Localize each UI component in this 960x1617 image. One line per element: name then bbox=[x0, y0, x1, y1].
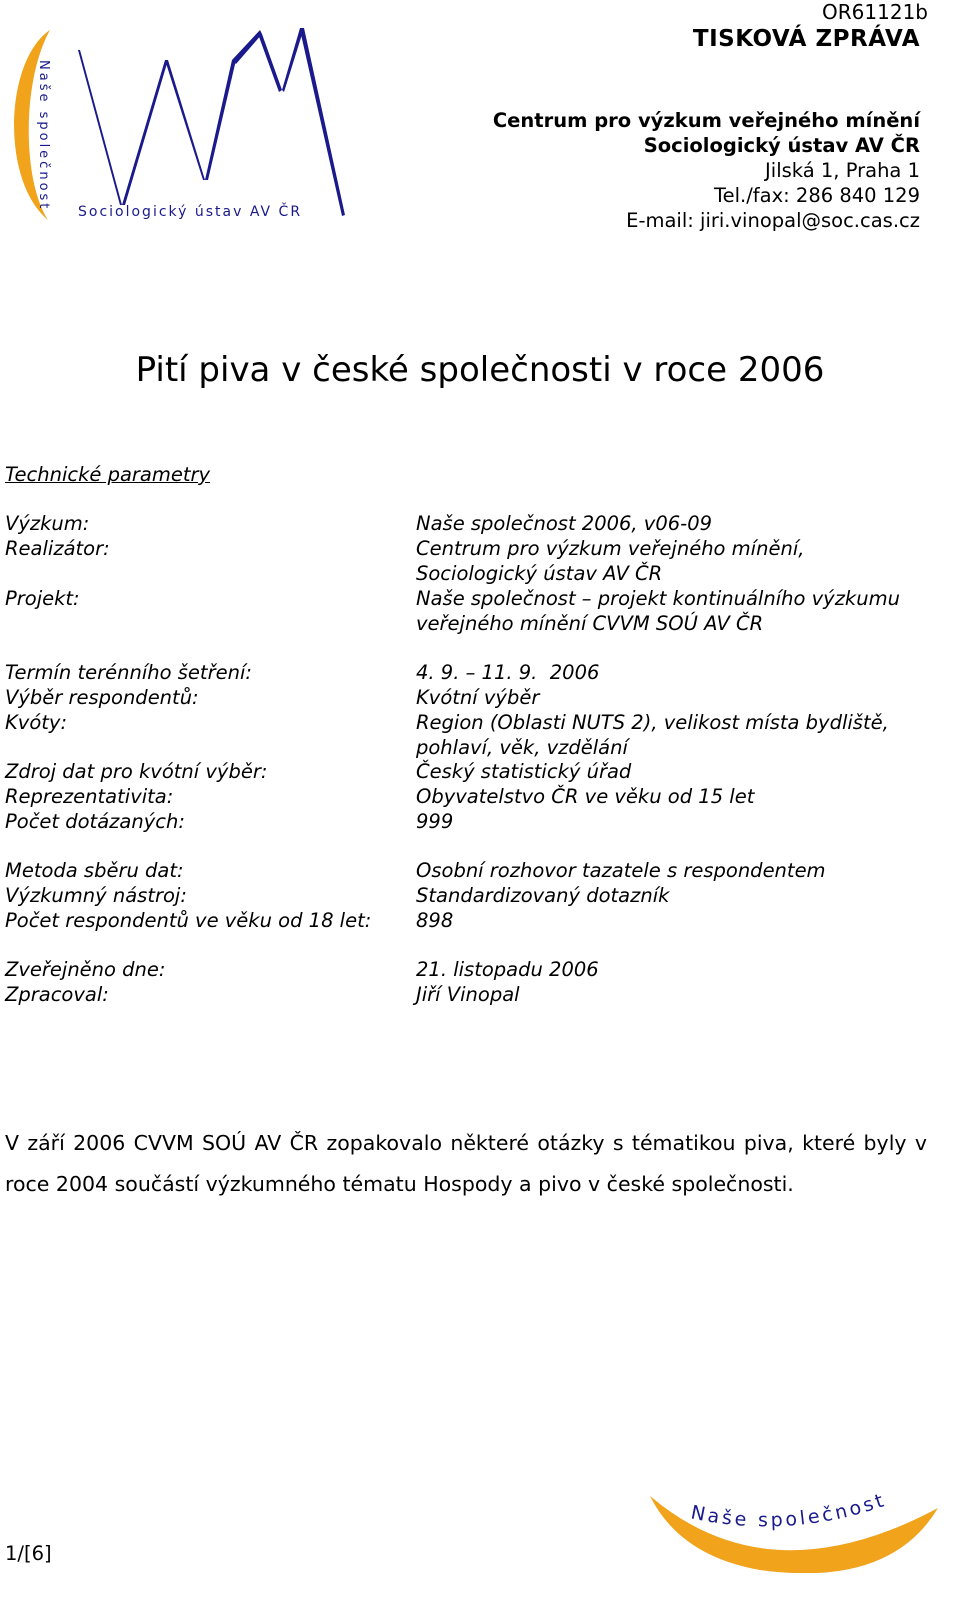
document-type: TISKOVÁ ZPRÁVA bbox=[692, 26, 920, 52]
param-value: Naše společnost 2006, v06-09 bbox=[416, 512, 713, 535]
param-value: 21. listopadu 2006 bbox=[416, 958, 599, 981]
param-value: Obyvatelstvo ČR ve věku od 15 let bbox=[416, 785, 755, 808]
document-code: OR61121b bbox=[822, 0, 928, 24]
param-value-cont: Sociologický ústav AV ČR bbox=[416, 562, 663, 585]
param-label: Výzkumný nástroj: bbox=[5, 884, 187, 907]
param-label: Zveřejněno dne: bbox=[5, 958, 166, 981]
institution-phone: Tel./fax: 286 840 129 bbox=[714, 184, 920, 207]
param-label: Metoda sběru dat: bbox=[5, 859, 184, 882]
param-value: Osobní rozhovor tazatele s respondentem bbox=[416, 859, 826, 882]
institution-email: E-mail: jiri.vinopal@soc.cas.cz bbox=[626, 209, 920, 232]
institution-contact bbox=[493, 108, 920, 233]
param-value: Český statistický úřad bbox=[416, 760, 632, 783]
institution-parent: Sociologický ústav AV ČR bbox=[643, 134, 920, 157]
param-value: Naše společnost – projekt kontinuálního výzkumu bbox=[416, 587, 900, 610]
logo-m bbox=[232, 28, 345, 216]
page-number: 1/[6] bbox=[5, 1542, 52, 1565]
logo-w bbox=[78, 50, 236, 205]
param-value: 999 bbox=[416, 810, 454, 833]
param-label: Počet dotázaných: bbox=[5, 810, 185, 833]
nase-spolecnost-logo bbox=[650, 1478, 940, 1573]
param-value: 898 bbox=[416, 909, 454, 932]
param-label: Termín terénního šetření: bbox=[5, 661, 252, 684]
param-value: 4. 9. – 11. 9. 2006 bbox=[416, 661, 600, 684]
footer-logo-text: Naše společnost bbox=[689, 1488, 890, 1532]
param-label: Realizátor: bbox=[5, 537, 110, 560]
param-value: Kvótní výběr bbox=[416, 686, 540, 709]
param-value: Jiří Vinopal bbox=[416, 983, 520, 1006]
logo-institute-text: Sociologický ústav AV ČR bbox=[78, 204, 303, 220]
param-value: Region (Oblasti NUTS 2), velikost místa bydliště, bbox=[416, 711, 889, 734]
section-heading: Technické parametry bbox=[5, 463, 211, 486]
summary-paragraph: V září 2006 CVVM SOÚ AV ČR zopakovalo některé otázky s tématikou piva, které byly v roce 2004 součástí výzkumného tématu Hospody a pivo v české společnosti. bbox=[5, 1131, 927, 1196]
param-label: Zpracoval: bbox=[5, 983, 109, 1006]
param-label: Projekt: bbox=[5, 587, 80, 610]
param-label: Zdroj dat pro kvótní výběr: bbox=[5, 760, 268, 783]
param-label: Kvóty: bbox=[5, 711, 68, 734]
institute-logo bbox=[0, 20, 360, 230]
param-label: Výběr respondentů: bbox=[5, 686, 199, 709]
param-value: Centrum pro výzkum veřejného mínění, bbox=[416, 537, 805, 560]
param-value-cont: veřejného mínění CVVM SOÚ AV ČR bbox=[416, 612, 764, 635]
svg-text:Naše společnost bbox=[689, 1489, 889, 1532]
page-title: Pití piva v české společnosti v roce 2006 bbox=[135, 350, 825, 390]
institution-name: Centrum pro výzkum veřejného mínění bbox=[492, 109, 920, 132]
param-label: Výzkum: bbox=[5, 512, 90, 535]
param-value-cont: pohlaví, věk, vzdělání bbox=[416, 736, 628, 759]
param-value: Standardizovaný dotazník bbox=[416, 884, 670, 907]
param-label: Počet respondentů ve věku od 18 let: bbox=[5, 909, 372, 932]
institution-address: Jilská 1, Praha 1 bbox=[765, 159, 920, 182]
logo-ring-text: Naše společnost bbox=[36, 60, 51, 212]
param-label: Reprezentativita: bbox=[5, 785, 174, 808]
